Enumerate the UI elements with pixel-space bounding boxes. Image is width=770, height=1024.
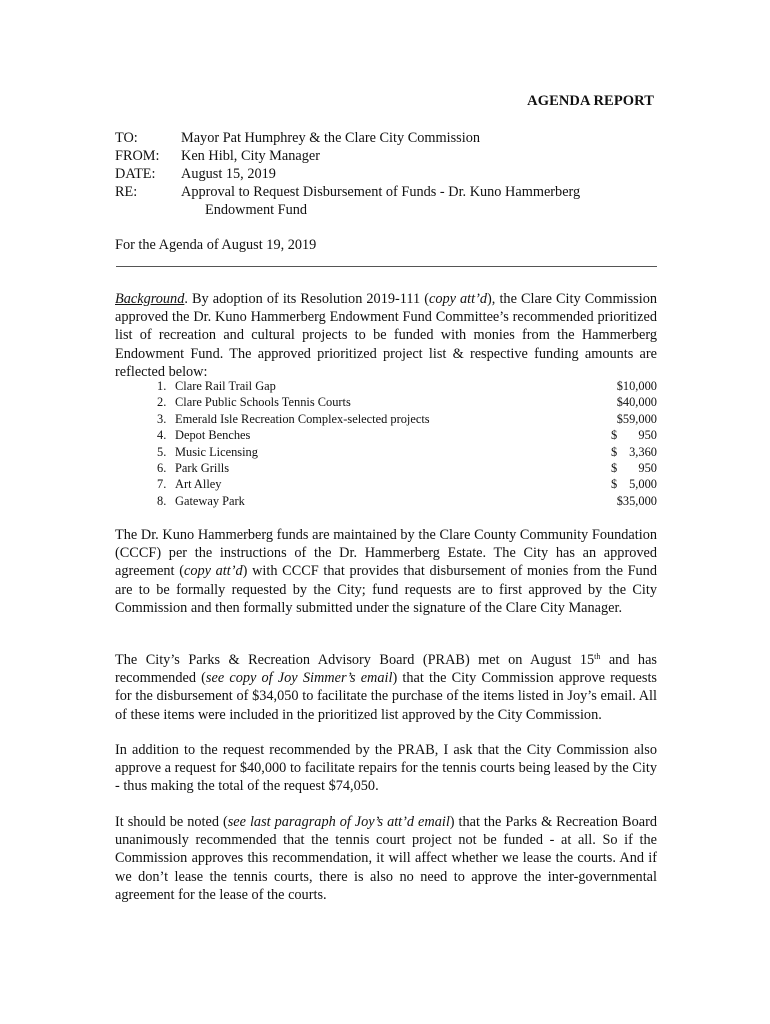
project-number: 5. [157, 444, 167, 459]
project-amount-value: $10,000 [616, 379, 657, 393]
noted-text-1: It should be noted ( [115, 814, 228, 830]
project-amount [611, 476, 657, 492]
memo-date-row [115, 165, 660, 183]
memo-re-line1: Approval to Request Disbursement of Funds - Dr. Kuno Hammerberg [181, 184, 581, 200]
project-amount [611, 444, 657, 460]
list-item [157, 394, 657, 410]
project-name: Art Alley [175, 477, 222, 492]
project-amount-value: $35,000 [616, 493, 657, 508]
project-name: Gateway Park [175, 493, 245, 508]
list-item [157, 460, 657, 476]
prab-text-2: and has recommended ( [115, 652, 657, 687]
cccf-paragraph [115, 526, 657, 617]
list-item [157, 493, 657, 509]
prab-text-3: ) that the City Commission approve requests for the disbursement of $34,050 to facilitate the purchase of the items listed in Joy’s email. All of these items were included in the prioritized list approved by the City Commission. [115, 670, 657, 723]
project-currency: $ [611, 428, 618, 443]
list-item [157, 411, 657, 427]
background-text-1: . By adoption of its Resolution 2019-111 ( [184, 291, 429, 307]
project-currency: $ [611, 444, 618, 459]
project-number: 3. [157, 411, 167, 426]
background-heading: Background [115, 291, 185, 307]
project-amount-value: $59,000 [616, 411, 657, 426]
project-name: Depot Benches [175, 428, 251, 443]
project-name: Emerald Isle Recreation Complex-selected projects [175, 411, 430, 426]
project-number: 4. [157, 428, 167, 443]
list-item [157, 444, 657, 460]
project-number: 8. [157, 493, 167, 508]
project-number: 6. [157, 461, 167, 476]
project-number: 2. [157, 395, 167, 410]
memo-to-value: Mayor Pat Humphrey & the Clare City Commission [181, 130, 481, 146]
report-title: AGENDA REPORT [527, 93, 654, 109]
project-amount [611, 411, 657, 427]
cccf-text-1: The Dr. Kuno Hammerberg funds are maintained by the Clare County Community Foundation (CCCF) per the instructions of the Dr. Hammerberg Estate. The City has an approved agreement ( [115, 527, 657, 580]
memo-header [115, 129, 660, 219]
project-amount [611, 493, 657, 509]
list-item [157, 378, 657, 394]
project-amount [611, 460, 657, 476]
project-amount-value: 950 [638, 428, 657, 443]
prab-italic-1: see copy of Joy Simmer’s email [205, 670, 393, 687]
project-name: Music Licensing [175, 444, 258, 459]
list-item [157, 476, 657, 492]
project-amount [611, 378, 657, 394]
memo-re-value [181, 183, 660, 219]
memo-from-row [115, 147, 660, 165]
project-amount-value: $40,000 [616, 395, 657, 410]
addition-paragraph [115, 741, 657, 796]
project-list [157, 378, 657, 509]
memo-re-label: RE: [115, 184, 138, 200]
agenda-date-line: For the Agenda of August 19, 2019 [115, 237, 317, 253]
prab-superscript: th [594, 652, 601, 661]
list-item [157, 427, 657, 443]
project-number: 7. [157, 477, 167, 492]
project-amount-value: 950 [638, 461, 657, 476]
cccf-italic-1: copy att’d [183, 563, 243, 580]
background-italic-1: copy att’d [428, 291, 488, 307]
project-amount-value: 3,360 [629, 444, 657, 459]
memo-re-row [115, 183, 660, 219]
memo-to-label: TO: [115, 130, 138, 146]
cccf-text-2: ) with CCCF that provides that disbursement of monies from the Fund are to be formally requested by the City; fund requests are to first approved by the City Commission and then formally submitted under the signature of the Clare City Manager. [115, 563, 657, 616]
project-amount [611, 394, 657, 410]
addition-text-1: In addition to the request recommended by the PRAB, I ask that the City Commission also approve a request for $40,000 to facilitate repairs for the tennis courts being leased by the City - thus making the total of the request $74,050. [115, 742, 657, 795]
project-number: 1. [157, 379, 167, 393]
project-name: Clare Public Schools Tennis Courts [175, 395, 351, 410]
project-currency: $ [611, 461, 618, 476]
noted-paragraph [115, 813, 657, 904]
memo-re-line2: Endowment Fund [205, 202, 308, 218]
memo-date-value: August 15, 2019 [181, 166, 276, 182]
project-name: Clare Rail Trail Gap [175, 379, 276, 393]
project-currency: $ [611, 477, 618, 492]
memo-to-row [115, 129, 660, 147]
noted-italic-1: see last paragraph of Joy’s att’d email [227, 814, 450, 830]
memo-from-label: FROM: [115, 148, 160, 164]
memo-from-value: Ken Hibl, City Manager [181, 148, 320, 164]
prab-paragraph [115, 651, 657, 724]
background-text-2: ), the Clare City Commission approved the Dr. Kuno Hammerberg Endowment Fund Committee’s recommended prioritized list of recreation and cultural projects to be funded with monies from the Hammerberg Endowment Fund. The approved prioritized project list & respective funding amounts are reflected below: [115, 291, 657, 380]
background-paragraph [115, 290, 657, 381]
prab-text-1: The City’s Parks & Recreation Advisory Board (PRAB) met on August 15 [115, 652, 595, 668]
memo-date-label: DATE: [115, 166, 156, 182]
noted-text-2: ) that the Parks & Recreation Board unanimously recommended that the tennis court project not be funded - at all. So if the Commission approves this recommendation, it will affect whether we lease the courts. And if we don’t lease the tennis courts, there is also no need to approve the inter-governmental agreement for the lease of the courts. [115, 814, 657, 903]
project-amount-value: 5,000 [629, 477, 657, 492]
project-name: Park Grills [175, 461, 230, 476]
project-amount [611, 427, 657, 443]
divider-rule [116, 266, 657, 267]
